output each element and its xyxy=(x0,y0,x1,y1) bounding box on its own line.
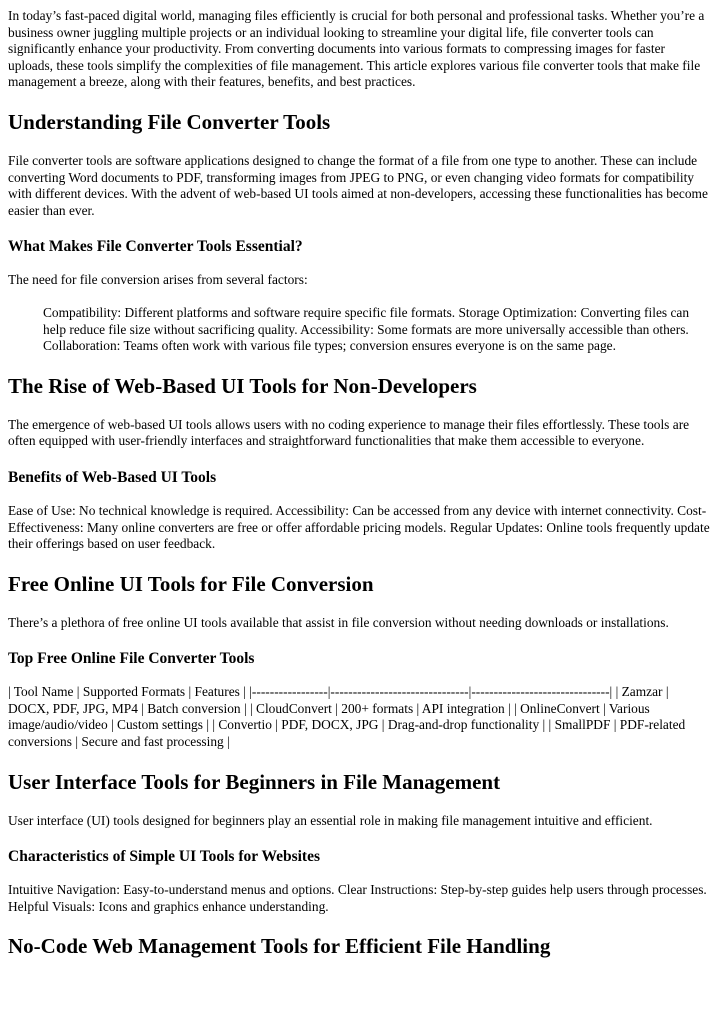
section-heading-no-code: No-Code Web Management Tools for Efficient File Handling xyxy=(8,934,551,959)
intro-paragraph: In today’s fast-paced digital world, managing files efficiently is crucial for both personal and professional tasks. Whether you’re a business owner juggling multiple projects or an individual looking to streamline your digital life, file converter tools can significantly enhance your productivity. From converting documents into various formats to compressing images for faster uploads, these tools simplify the complexities of file management. This article explores various file converter tools that make file management a breeze, along with their features, benefits, and best practices. xyxy=(8,8,705,90)
subheading-benefits: Benefits of Web-Based UI Tools xyxy=(8,468,217,486)
section-paragraph-free-tools: There’s a plethora of free online UI tools available that assist in file conversion without needing downloads or installations. xyxy=(8,614,669,630)
section-paragraph-understanding: File converter tools are software applications designed to change the format of a file from one type to another. These can include converting Word documents to PDF, transforming images from JPEG to PNG, or even changing video formats for compatibility with different devices. With the advent of web-based UI tools aimed at non-developers, accessing these functionalities has become easier than ever. xyxy=(8,152,708,218)
subparagraph-essential: The need for file conversion arises from several factors: xyxy=(8,272,308,288)
section-paragraph-ui-beginners: User interface (UI) tools designed for beginners play an essential role in making file management intuitive and efficient. xyxy=(8,812,653,828)
subparagraph-characteristics: Intuitive Navigation: Easy-to-understand menus and options. Clear Instructions: Step-by-step guides help users through processes. Helpful Visuals: Icons and graphics enhance understanding. xyxy=(8,882,707,914)
article xyxy=(0,8,720,959)
tools-table-text: | Tool Name | Supported Formats | Features | |-----------------|-------------------------------|-------------------------------| | Zamzar | DOCX, PDF, JPG, MP4 | Batch conversion | | CloudConvert | 200+ formats | API integration | | OnlineConvert | Various image/audio/video | Custom settings | | Convertio | PDF, DOCX, JPG | Drag-and-drop functionality | | SmallPDF | PDF-related conversions | Secure and fast processing | xyxy=(8,684,686,750)
factors-blockquote: Compatibility: Different platforms and software require specific file formats. Storage Optimization: Converting files can help reduce file size without sacrificing quality. Accessibility: Some formats are more universally accessible than others. Collaboration: Teams often work with various file types; conversion ensures everyone is on the same page. xyxy=(43,304,690,354)
section-heading-ui-beginners: User Interface Tools for Beginners in File Management xyxy=(8,769,501,794)
subheading-essential: What Makes File Converter Tools Essential? xyxy=(8,238,303,256)
subheading-characteristics: Characteristics of Simple UI Tools for Websites xyxy=(8,848,321,866)
subparagraph-benefits: Ease of Use: No technical knowledge is required. Accessibility: Can be accessed from any device with internet connectivity. Cost-Effectiveness: Many online converters are free or offer affordable pricing models. Regular Updates: Online tools frequently update their offerings based on user feedback. xyxy=(8,502,710,552)
section-paragraph-rise: The emergence of web-based UI tools allows users with no coding experience to manage their files effortlessly. These tools are often equipped with user-friendly interfaces and straightforward functionalities that make them accessible to everyone. xyxy=(8,416,690,449)
subheading-top-tools: Top Free Online File Converter Tools xyxy=(8,650,255,668)
section-heading-understanding: Understanding File Converter Tools xyxy=(8,109,331,134)
section-heading-free-tools: Free Online UI Tools for File Conversion xyxy=(8,571,374,596)
section-heading-rise: The Rise of Web-Based UI Tools for Non-Developers xyxy=(8,373,477,398)
